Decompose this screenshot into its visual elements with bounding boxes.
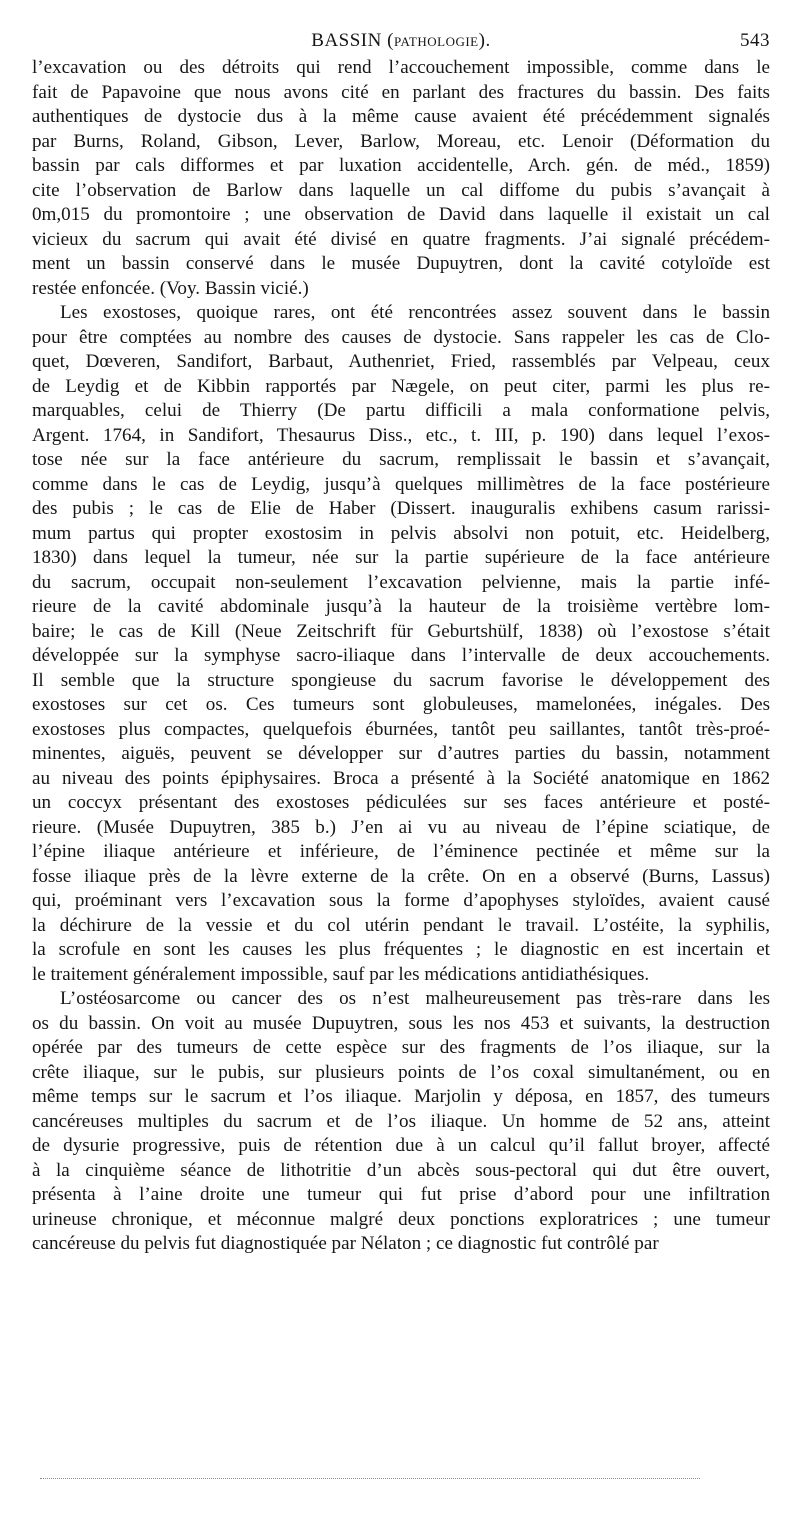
text-line: 0m,015 du promontoire ; une observation de David dans laquelle il existait un cal [32, 204, 770, 225]
text-line: cancéreuses multiples du sacrum et de l’os iliaque. Un homme de 52 ans, atteint [32, 1110, 770, 1132]
text-line: qui, proéminant vers l’excavation sous la forme d’apophyses styloïdes, avaient causé [32, 890, 770, 911]
text-line: l’épine iliaque antérieure et inférieure, de l’éminence pectinée et même sur la [32, 841, 770, 862]
running-title: BASSIN (pathologie). [311, 30, 491, 51]
text-line: la scrofule en sont les causes les plus fréquentes ; le diagnostic en est incertain et [32, 939, 770, 960]
text-line: par Burns, Roland, Gibson, Lever, Barlow, Moreau, etc. Lenoir (Déformation du [32, 130, 770, 152]
page-number: 543 [740, 30, 770, 51]
text-line: à la cinquième séance de lithotritie d’un abcès sous-pectoral qui dut être ouvert, [32, 1159, 770, 1181]
text-line: mum partus qui propter exostosim in pelvis absolvi non potuit, etc. Heidelberg, [32, 522, 770, 544]
text-line: urineuse chronique, et méconnue malgré deux ponctions exploratrices ; une tumeur [32, 1208, 770, 1230]
text-line: fait de Papavoine que nous avons cité en parlant des fractures du bassin. Des faits [32, 81, 770, 103]
text-line: de dysurie progressive, puis de rétention due à un calcul qu’il fallut broyer, affecté [32, 1135, 770, 1156]
text-line: même temps sur le sacrum et l’os iliaque. Marjolin y déposa, en 1857, des tumeurs [32, 1086, 770, 1107]
text-line: tose née sur la face antérieure du sacrum, remplissait le bassin et s’avançait, [32, 449, 770, 470]
footer-dotted-rule [40, 1478, 700, 1479]
text-line: Argent. 1764, in Sandifort, Thesaurus Diss., etc., t. III, p. 190) dans lequel l’exos- [32, 424, 770, 446]
text-line: L’ostéosarcome ou cancer des os n’est malheureusement pas très-rare dans les [60, 988, 770, 1009]
paragraph [32, 56, 770, 301]
text-line: rieure. (Musée Dupuytren, 385 b.) J’en ai vu au niveau de l’épine sciatique, de [32, 816, 770, 838]
text-line: 1830) dans lequel la tumeur, née sur la partie supérieure de la face antérieure [32, 547, 770, 568]
book-page [32, 30, 770, 1257]
text-line: pour être comptées au nombre des causes de dystocie. Sans rappeler les cas de Clo- [32, 326, 770, 348]
text-line: opérée par des tumeurs de cette espèce sur des fragments de l’os iliaque, sur la [32, 1037, 770, 1058]
text-line: bassin par cals difformes et par luxation accidentelle, Arch. gén. de méd., 1859) [32, 155, 770, 176]
text-line: authentiques de dystocie dus à la même cause avaient été précédemment signalés [32, 106, 770, 127]
text-line: fosse iliaque près de la lèvre externe de la crête. On en a observé (Burns, Lassus) [32, 865, 770, 887]
text-line: du sacrum, occupait non-seulement l’excavation pelvienne, mais la partie infé- [32, 571, 770, 593]
text-line: exostoses sur cet os. Ces tumeurs sont globuleuses, mamelonées, inégales. Des [32, 694, 770, 715]
text-line: os du bassin. On voit au musée Dupuytren, sous les nos 453 et suivants, la destruction [32, 1012, 770, 1034]
text-line: au niveau des points épiphysaires. Broca a présenté à la Société anatomique en 1862 [32, 767, 770, 789]
text-line: de Leydig et de Kibbin rapportés par Nægele, on peut citer, parmi les plus re- [32, 375, 770, 397]
text-line: un coccyx présentant des exostoses pédiculées sur ses faces antérieure et posté- [32, 792, 770, 813]
text-line: comme dans le cas de Leydig, jusqu’à quelques millimètres de la face postérieure [32, 473, 770, 495]
text-line: Il semble que la structure spongieuse du sacrum favorise le développement des [32, 669, 770, 691]
text-line: ment un bassin conservé dans le musée Dupuytren, dont la cavité cotyloïde est [32, 253, 770, 274]
text-line: présenta à l’aine droite une tumeur qui fut prise d’abord pour une infiltration [32, 1184, 770, 1205]
text-line: le traitement généralement impossible, sauf par les médications antidiathésiques. [32, 963, 650, 985]
text-line: quet, Dœveren, Sandifort, Barbaut, Authenriet, Fried, rassemblés par Velpeau, ceux [32, 351, 770, 372]
text-line: restée enfoncée. (Voy. Bassin vicié.) [32, 277, 309, 299]
body-text [32, 56, 770, 1257]
text-line: marquables, celui de Thierry (De partu difficili a mala conformatione pelvis, [32, 400, 770, 421]
text-line: cancéreuse du pelvis fut diagnostiquée par Nélaton ; ce diagnostic fut contrôlé par [32, 1233, 659, 1254]
text-line: cite l’observation de Barlow dans laquelle un cal diffome du pubis s’avançait à [32, 179, 770, 201]
paragraph [32, 987, 770, 1257]
text-line: des pubis ; le cas de Elie de Haber (Dissert. inauguralis exhibens casum rarissi- [32, 498, 770, 519]
page-header [32, 30, 770, 56]
text-line: vicieux du sacrum qui avait été divisé en quatre fragments. J’ai signalé précédem- [32, 228, 770, 250]
text-line: la déchirure de la vessie et du col utérin pendant le travail. L’ostéite, la syphilis, [32, 914, 770, 936]
text-line: minentes, aiguës, peuvent se développer sur d’autres parties du bassin, notamment [32, 743, 770, 764]
text-line: Les exostoses, quoique rares, ont été rencontrées assez souvent dans le bassin [60, 302, 770, 323]
text-line: rieure de la cavité abdominale jusqu’à la hauteur de la troisième vertèbre lom- [32, 596, 770, 617]
text-line: l’excavation ou des détroits qui rend l’accouchement impossible, comme dans le [32, 57, 770, 78]
text-line: crête iliaque, sur le pubis, sur plusieurs points de l’os coxal simultanément, ou en [32, 1061, 770, 1083]
text-line: baire; le cas de Kill (Neue Zeitschrift für Geburtshülf, 1838) où l’exostose s’était [32, 620, 770, 642]
paragraph [32, 301, 770, 987]
text-line: développée sur la symphyse sacro-iliaque dans l’intervalle de deux accouchements. [32, 645, 770, 666]
text-line: exostoses plus compactes, quelquefois éburnées, tantôt peu saillantes, tantôt très-proé- [32, 718, 770, 740]
